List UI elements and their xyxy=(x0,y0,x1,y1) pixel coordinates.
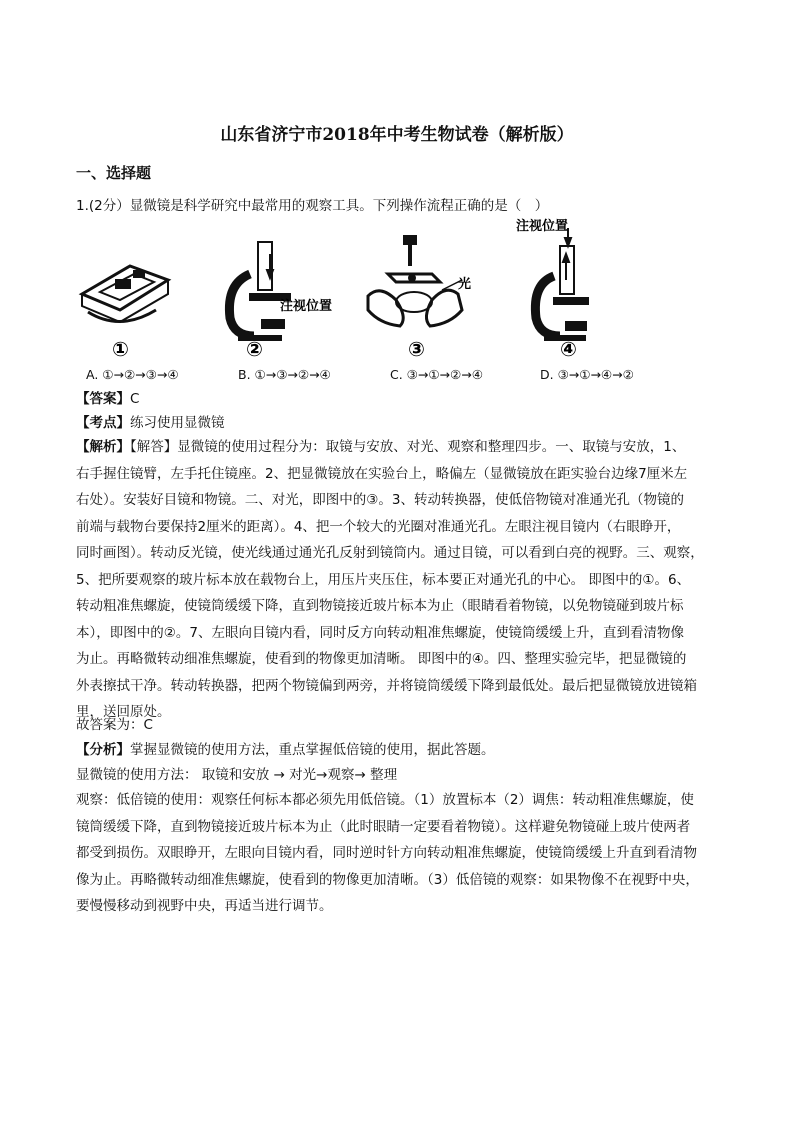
section-heading: 一、选择题 xyxy=(76,164,152,182)
jiexi-line-0: 【解答】显微镜的使用过程分为：取镜与安放、对光、观察和整理四步。一、取镜与安放，1、 xyxy=(130,439,686,455)
observe-line-4: 要慢慢移动到视野中央，再适当进行调节。 xyxy=(76,898,333,914)
jiexi-line-8: 为止。再略微转动细准焦螺旋，使看到的物像更加清晰。 即图中的④。四、整理实验完毕，把显微镜的 xyxy=(76,651,687,667)
step2-label: ② xyxy=(246,337,263,361)
kaodian-value: 练习使用显微镜 xyxy=(130,415,225,431)
jiexi-line-7: 本），即图中的②。7、左眼向目镜内看，同时反方向转动粗准焦螺旋，使镜筒缓缓上升，直到看清物像 xyxy=(76,624,684,641)
kaodian-label: 【考点】 xyxy=(76,415,130,431)
jiexi-line-6: 转动粗准焦螺旋，使镜筒缓缓下降，直到物镜接近玻片标本为止（眼睛看着物镜，以免物镜碰到玻片标 xyxy=(76,598,684,614)
jiexi-line-4: 同时画图）。转动反光镜，使光线通过通光孔反射到镜筒内。通过目镜，可以看到白亮的视野。三、观察， xyxy=(76,545,704,561)
observe-line-1: 镜筒缓缓下降，直到物镜接近玻片标本为止（此时眼睛一定要看着物镜）。这样避免物镜碰上玻片使两者 xyxy=(76,818,691,835)
final-answer: 故答案为：C xyxy=(76,717,153,733)
option-c: C. ③→①→②→④ xyxy=(390,367,483,382)
step3-light-illustration xyxy=(368,236,462,326)
question-stem: 1.(2分）显微镜是科学研究中最常用的观察工具。下列操作流程正确的是（ ） xyxy=(76,198,549,214)
gaze-position-label-a: 注视位置 xyxy=(280,299,333,314)
observe-line-2: 都受到损伤。双眼睁开，左眼向目镜内看，同时逆时针方向转动粗准焦螺旋，使镜筒缓缓上升直到看清物 xyxy=(76,845,697,861)
option-b: B. ①→③→②→④ xyxy=(238,367,331,382)
answer-value: C xyxy=(130,391,140,407)
option-d: D. ③→①→④→② xyxy=(540,367,634,382)
jiexi-line-5: 5、把所要观察的玻片标本放在载物台上，用压片夹压住，标本要正对通光孔的中心。 即图中的①。6、 xyxy=(76,571,691,588)
observe-line-0: 观察：低倍镜的使用：观察任何标本都必须先用低倍镜。（1）放置标本（2）调焦：转动粗准焦螺旋，使 xyxy=(76,792,694,808)
gaze-position-label-b: 注视位置 xyxy=(516,219,569,234)
jiexi-line-1: 右手握住镜臂，左手托住镜座。2、把显微镜放在实验台上，略偏左（显微镜放在距实验台边缘7厘米左 xyxy=(76,465,688,482)
fenxi-label: 【分析】 xyxy=(76,742,130,758)
kaodian-line xyxy=(76,411,726,436)
step4-label: ④ xyxy=(560,337,577,361)
jiexi-line-9: 外表擦拭干净。转动转换器，把两个物镜偏到两旁，并将镜筒缓缓下降到最低处。最后把显微镜放进镜箱 xyxy=(76,677,697,694)
step2-focus-illustration xyxy=(229,242,290,338)
jiexi-label: 【解析】 xyxy=(76,439,130,455)
jiexi-line-3: 前端与载物台要保持2厘米的距离）。4、把一个较大的光圈对准通光孔。左眼注视目镜内（右眼睁开， xyxy=(76,518,681,535)
jiexi-line-10: 里，送回原处。 xyxy=(76,704,171,720)
observe-paragraph xyxy=(76,787,726,920)
method-line: 显微镜的使用方法： 取镜和安放 → 对光→观察→ 整理 xyxy=(76,767,398,783)
option-a: A. ①→②→③→④ xyxy=(86,367,179,382)
fenxi-value: 掌握显微镜的使用方法，重点掌握低倍镜的使用，据此答题。 xyxy=(130,742,495,758)
step1-slide-illustration xyxy=(82,266,168,322)
answer-label: 【答案】 xyxy=(76,391,130,407)
jiexi-paragraph xyxy=(76,434,726,726)
observe-line-3: 像为止。再略微转动细准焦螺旋，使看到的物像更加清晰。（3）低倍镜的观察：如果物像不在视野中央， xyxy=(76,871,699,888)
answer-line xyxy=(76,387,726,412)
jiexi-line-2: 右处）。安装好目镜和物镜。二、对光，即图中的③。3、转动转换器，使低倍物镜对准通光孔（物镜的 xyxy=(76,492,684,508)
step3-label: ③ xyxy=(408,337,425,361)
microscope-steps-figure xyxy=(70,214,710,364)
light-label: 光 xyxy=(458,277,472,292)
step4-observe-illustration xyxy=(535,228,588,338)
step1-label: ① xyxy=(112,337,129,361)
fenxi-line xyxy=(76,738,726,763)
page-title: 山东省济宁市2018年中考生物试卷（解析版） xyxy=(220,125,574,145)
